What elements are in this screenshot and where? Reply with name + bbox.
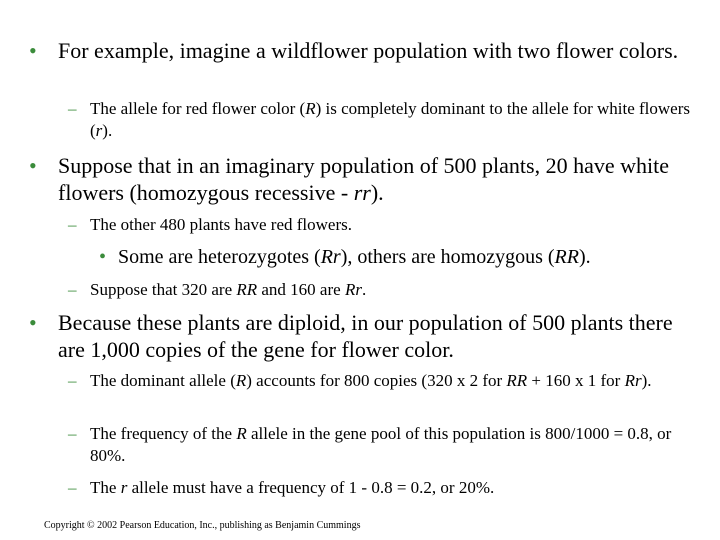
italic-text: R: [305, 99, 316, 118]
italic-text: rr: [353, 180, 371, 205]
text: The frequency of the: [90, 424, 237, 443]
subbullet-p3a: [68, 370, 700, 392]
bullet-p2: [29, 152, 698, 206]
italic-text: r: [120, 478, 128, 497]
italic-text: Rr: [344, 280, 362, 299]
text: The allele for red flower color (: [90, 99, 306, 118]
dash-icon: –: [68, 215, 77, 234]
bullet-icon: •: [29, 153, 37, 178]
text: allele in the gene pool of this population is 800/1000 = 0.8, or 80%.: [90, 424, 672, 465]
text: ).: [641, 371, 652, 390]
text: ).: [102, 121, 113, 140]
dash-icon: –: [68, 99, 77, 118]
subbullet-p3b: [68, 423, 700, 467]
copyright-notice: Copyright © 2002 Pearson Education, Inc., publishing as Benjamin Cummings: [44, 520, 361, 531]
text: The other 480 plants have red flowers.: [90, 215, 352, 234]
text: Suppose that 320 are: [90, 280, 237, 299]
italic-text: r: [95, 121, 103, 140]
bullet-p1: [29, 37, 698, 64]
text: + 160 x 1 for: [527, 371, 625, 390]
italic-text: R: [236, 424, 247, 443]
bullet-icon: •: [29, 38, 37, 63]
dash-icon: –: [68, 424, 77, 443]
text: The: [90, 478, 121, 497]
text: ) is completely dominant to the allele for white flowers (: [90, 99, 690, 140]
dash-icon: –: [68, 280, 77, 299]
text: ) accounts for 800 copies (320 x 2 for: [246, 371, 507, 390]
dash-icon: –: [68, 478, 77, 497]
italic-text: R: [235, 371, 247, 390]
text: The dominant allele (: [90, 371, 236, 390]
italic-text: RR: [554, 246, 579, 268]
subbullet-p2: [68, 214, 700, 236]
subbullet-p1: [68, 98, 700, 142]
subbullet-p2b: [68, 279, 700, 301]
text: Some are heterozygotes (: [118, 246, 321, 268]
dash-icon: –: [68, 371, 77, 390]
italic-text: Rr: [320, 246, 341, 268]
bullet-icon: •: [29, 310, 37, 335]
italic-text: Rr: [624, 371, 642, 390]
text: Suppose that in an imaginary population of 500 plants, 20 have white flowers (homozygous recessive -: [58, 153, 670, 205]
italic-text: RR: [506, 371, 528, 390]
text: Because these plants are diploid, in our population of 500 plants there are 1,000 copies of the gene for flower color.: [58, 310, 673, 362]
text: .: [361, 280, 367, 299]
italic-text: RR: [236, 280, 258, 299]
text: ).: [370, 180, 384, 205]
text: allele must have a frequency of 1 - 0.8 = 0.2, or 20%.: [127, 478, 495, 497]
bullet-p3: [29, 309, 698, 363]
text: and 160 are: [257, 280, 345, 299]
text: ).: [578, 246, 591, 268]
subsubbullet-p2: [99, 245, 708, 269]
text: ), others are homozygous (: [340, 246, 555, 268]
text: For example, imagine a wildflower population with two flower colors.: [58, 38, 679, 63]
subbullet-p3c: [68, 477, 700, 499]
bullet-icon: •: [99, 246, 107, 268]
